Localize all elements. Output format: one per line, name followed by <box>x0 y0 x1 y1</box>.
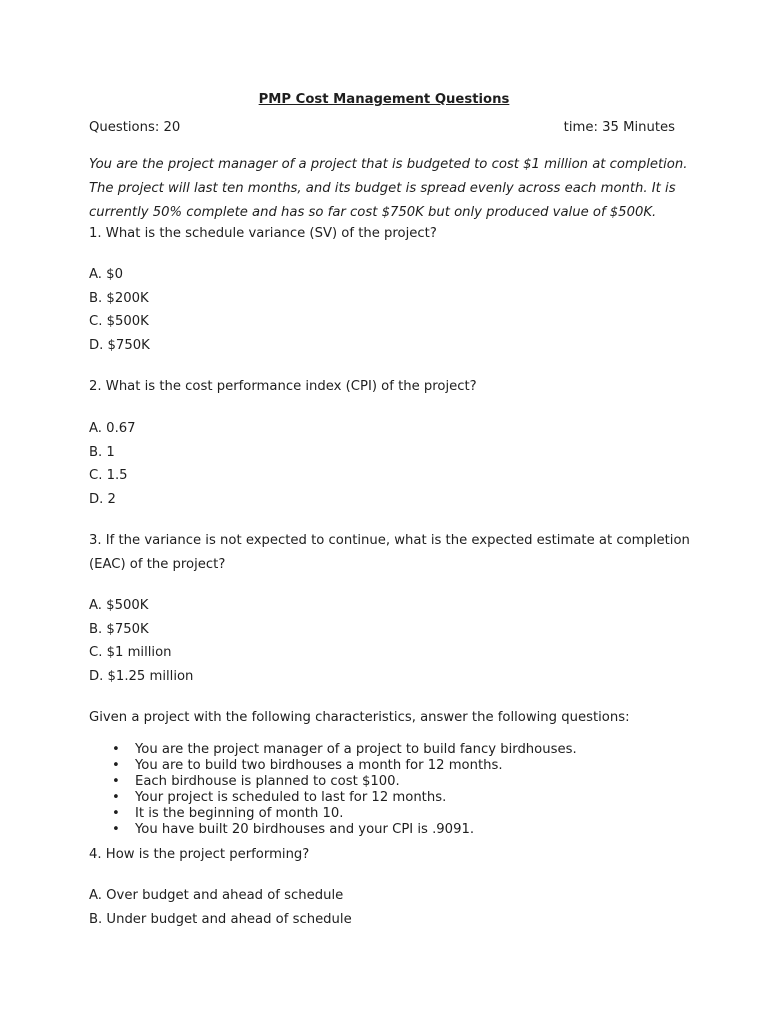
question-text: 1. What is the schedule variance (SV) of the project? <box>89 226 437 241</box>
bullet-icon: • <box>112 758 120 773</box>
list-item <box>89 822 679 838</box>
bullet-text: Each birdhouse is planned to cost $100. <box>135 774 400 789</box>
option: B. $200K <box>89 290 149 306</box>
option: B. Under budget and ahead of schedule <box>89 911 352 927</box>
bullet-icon: • <box>112 806 120 821</box>
bullet-text: You are the project manager of a project to build fancy birdhouses. <box>135 742 577 757</box>
intro-paragraph <box>89 153 688 225</box>
question-text: 2. What is the cost performance index (CPI) of the project? <box>89 379 477 394</box>
question-2-options <box>89 417 679 511</box>
option: C. 1.5 <box>89 468 128 483</box>
question-text: 3. If the variance is not expected to continue, what is the expected estimate at completion <box>89 533 690 548</box>
option: D. $750K <box>89 337 150 353</box>
option: A. 0.67 <box>89 421 136 436</box>
list-item <box>89 774 679 790</box>
bullet-icon: • <box>112 742 120 757</box>
bullet-text: You are to build two birdhouses a month for 12 months. <box>135 758 503 773</box>
option: D. $1.25 million <box>89 668 194 684</box>
question-3-options <box>89 594 679 688</box>
question-1 <box>89 222 679 246</box>
question-3 <box>89 529 690 576</box>
question-4-options <box>89 884 679 931</box>
question-text: 4. How is the project performing? <box>89 847 310 862</box>
list-item <box>89 790 679 806</box>
scenario-lead <box>89 706 679 730</box>
option: B. $750K <box>89 621 149 637</box>
question-2 <box>89 375 679 399</box>
list-item <box>89 758 679 774</box>
intro-line: The project will last ten months, and its budget is spread evenly across each month. It is <box>89 181 676 196</box>
meta-row <box>89 120 675 135</box>
question-count: Questions: 20 <box>89 120 181 135</box>
option: C. $1 million <box>89 645 172 660</box>
bullet-text: Your project is scheduled to last for 12 months. <box>135 790 447 805</box>
bullet-icon: • <box>112 790 120 805</box>
option: A. Over budget and ahead of schedule <box>89 888 344 903</box>
question-1-options <box>89 263 679 357</box>
bullet-text: It is the beginning of month 10. <box>135 806 344 821</box>
bullet-icon: • <box>112 774 120 789</box>
list-item <box>89 806 679 822</box>
list-item <box>89 742 679 758</box>
document-page <box>89 0 690 1024</box>
time-limit: time: 35 Minutes <box>563 120 675 135</box>
question-4 <box>89 843 679 867</box>
option: A. $0 <box>89 267 123 282</box>
intro-line: You are the project manager of a project that is budgeted to cost $1 million at completion. <box>89 157 688 172</box>
bullet-text: You have built 20 birdhouses and your CPI is .9091. <box>135 822 475 837</box>
option: B. 1 <box>89 444 115 460</box>
question-text: (EAC) of the project? <box>89 556 226 572</box>
option: A. $500K <box>89 598 149 613</box>
option: D. 2 <box>89 491 116 507</box>
scenario-bullet-list <box>89 742 679 838</box>
page-title: PMP Cost Management Questions <box>258 92 510 107</box>
scenario-text: Given a project with the following characteristics, answer the following questions: <box>89 710 630 725</box>
intro-line: currently 50% complete and has so far cost $750K but only produced value of $500K. <box>89 205 657 220</box>
option: C. $500K <box>89 314 149 329</box>
bullet-icon: • <box>112 822 120 837</box>
